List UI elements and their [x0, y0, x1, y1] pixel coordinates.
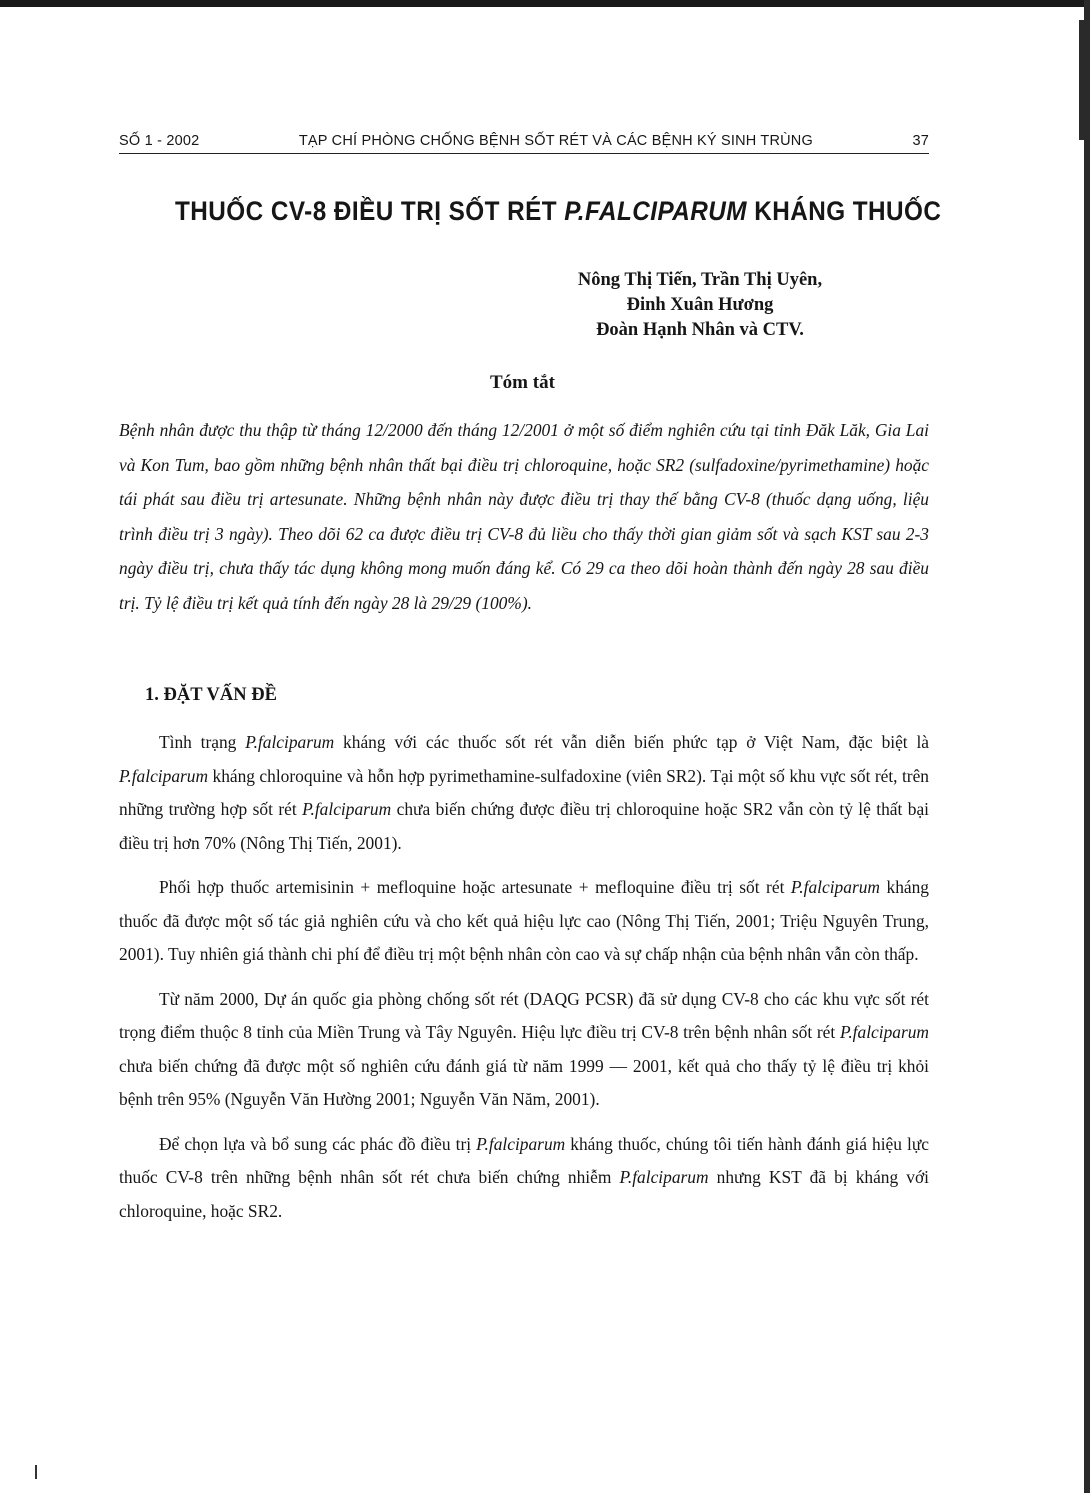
abstract-heading: Tóm tắt [490, 372, 555, 393]
paragraph-2: Phối hợp thuốc artemisinin + mefloquine hoặc artesunate + mefloquine điều trị sốt rét P.falciparum kháng thuốc đã được một số tác giả nghiên cứu và cho kết quả hiệu lực cao (Nông Thị Tiến, 2001; Triệu Nguyên Trung, 2001). Tuy nhiên giá thành chi phí để điều trị một bệnh nhân còn cao và sự chấp nhận của bệnh nhân vẫn còn thấp. [119, 877, 929, 964]
paragraph-3: Từ năm 2000, Dự án quốc gia phòng chống sốt rét (DAQG PCSR) đã sử dụng CV-8 cho các khu vực sốt rét trọng điểm thuộc 8 tỉnh của Miền Trung và Tây Nguyên. Hiệu lực điều trị CV-8 trên bệnh nhân sốt rét P.falciparum chưa biến chứng đã được một số nghiên cứu đánh giá từ năm 1999 — 2001, kết quả cho thấy tỷ lệ điều trị khỏi bệnh trên 95% (Nguyễn Văn Hường 2001; Nguyễn Văn Năm, 2001). [119, 988, 929, 1109]
scan-border-right [1084, 0, 1090, 1493]
journal-name: TẠP CHÍ PHÒNG CHỐNG BỆNH SỐT RÉT VÀ CÁC BỆNH KÝ SINH TRÙNG [298, 133, 813, 149]
section-heading: 1. ĐẶT VẤN ĐỀ [145, 685, 277, 705]
author-line-2: Đinh Xuân Hương [626, 295, 774, 315]
paragraph-4: Để chọn lựa và bổ sung các phác đồ điều trị P.falciparum kháng thuốc, chúng tôi tiến hành đánh giá hiệu lực thuốc CV-8 trên những bệnh nhân sốt rét chưa biến chứng nhiễm P.falciparum nhưng KST đã bị kháng với chloroquine, hoặc SR2. [119, 1133, 930, 1221]
title-part-3: KHÁNG THUỐC [746, 196, 942, 226]
issue-number: SỐ 1 - 2002 [119, 133, 200, 149]
article-title [175, 196, 941, 227]
paragraph-1: Tình trạng P.falciparum kháng với các thuốc sốt rét vẫn diễn biến phức tạp ở Việt Nam, đặc biệt là P.falciparum kháng chloroquine và hỗn hợp pyrimethamine-sulfadoxine (viên SR2). Tại một số khu vực sốt rét, trên những trường hợp sốt rét P.falciparum chưa biến chứng được điều trị chloroquine hoặc SR2 vẫn còn tỷ lệ thất bại điều trị hơn 70% (Nông Thị Tiến, 2001). [119, 732, 929, 853]
running-header [119, 133, 929, 154]
author-line-1: Nông Thị Tiến, Trần Thị Uyên, [577, 270, 823, 290]
title-part-1: THUỐC CV-8 ĐIỀU TRỊ SỐT RÉT [175, 196, 565, 226]
abstract-text: Bệnh nhân được thu thập từ tháng 12/2000 đến tháng 12/2001 ở một số điểm nghiên cứu tại tỉnh Đăk Lăk, Gia Lai và Kon Tum, bao gồm những bệnh nhân thất bại điều trị chloroquine, hoặc SR2 (sulfadoxine/pyrimethamine) hoặc tái phát sau điều trị artesunate. Những bệnh nhân này được điều trị thay thế bằng CV-8 (thuốc dạng uống, liệu trình điều trị 3 ngày). Theo dõi 62 ca được điều trị CV-8 đủ liều cho thấy thời gian giảm sốt và sạch KST sau 2-3 ngày điều trị, chưa thấy tác dụng không mong muốn đáng kể. Có 29 ca theo dõi hoàn thành đến ngày 28 sau điều trị. Tỷ lệ điều trị kết quả tính đến ngày 28 là 29/29 (100%). [119, 420, 929, 613]
scan-border-top [0, 0, 1090, 7]
author-line-3: Đoàn Hạnh Nhân và CTV. [596, 320, 804, 340]
author-list [470, 268, 930, 343]
page-number: 37 [912, 133, 929, 149]
title-species: P.FALCIPARUM [564, 196, 747, 226]
section-body [119, 726, 929, 1239]
scan-border-right-notch [1079, 20, 1084, 140]
scan-mark [35, 1465, 37, 1479]
